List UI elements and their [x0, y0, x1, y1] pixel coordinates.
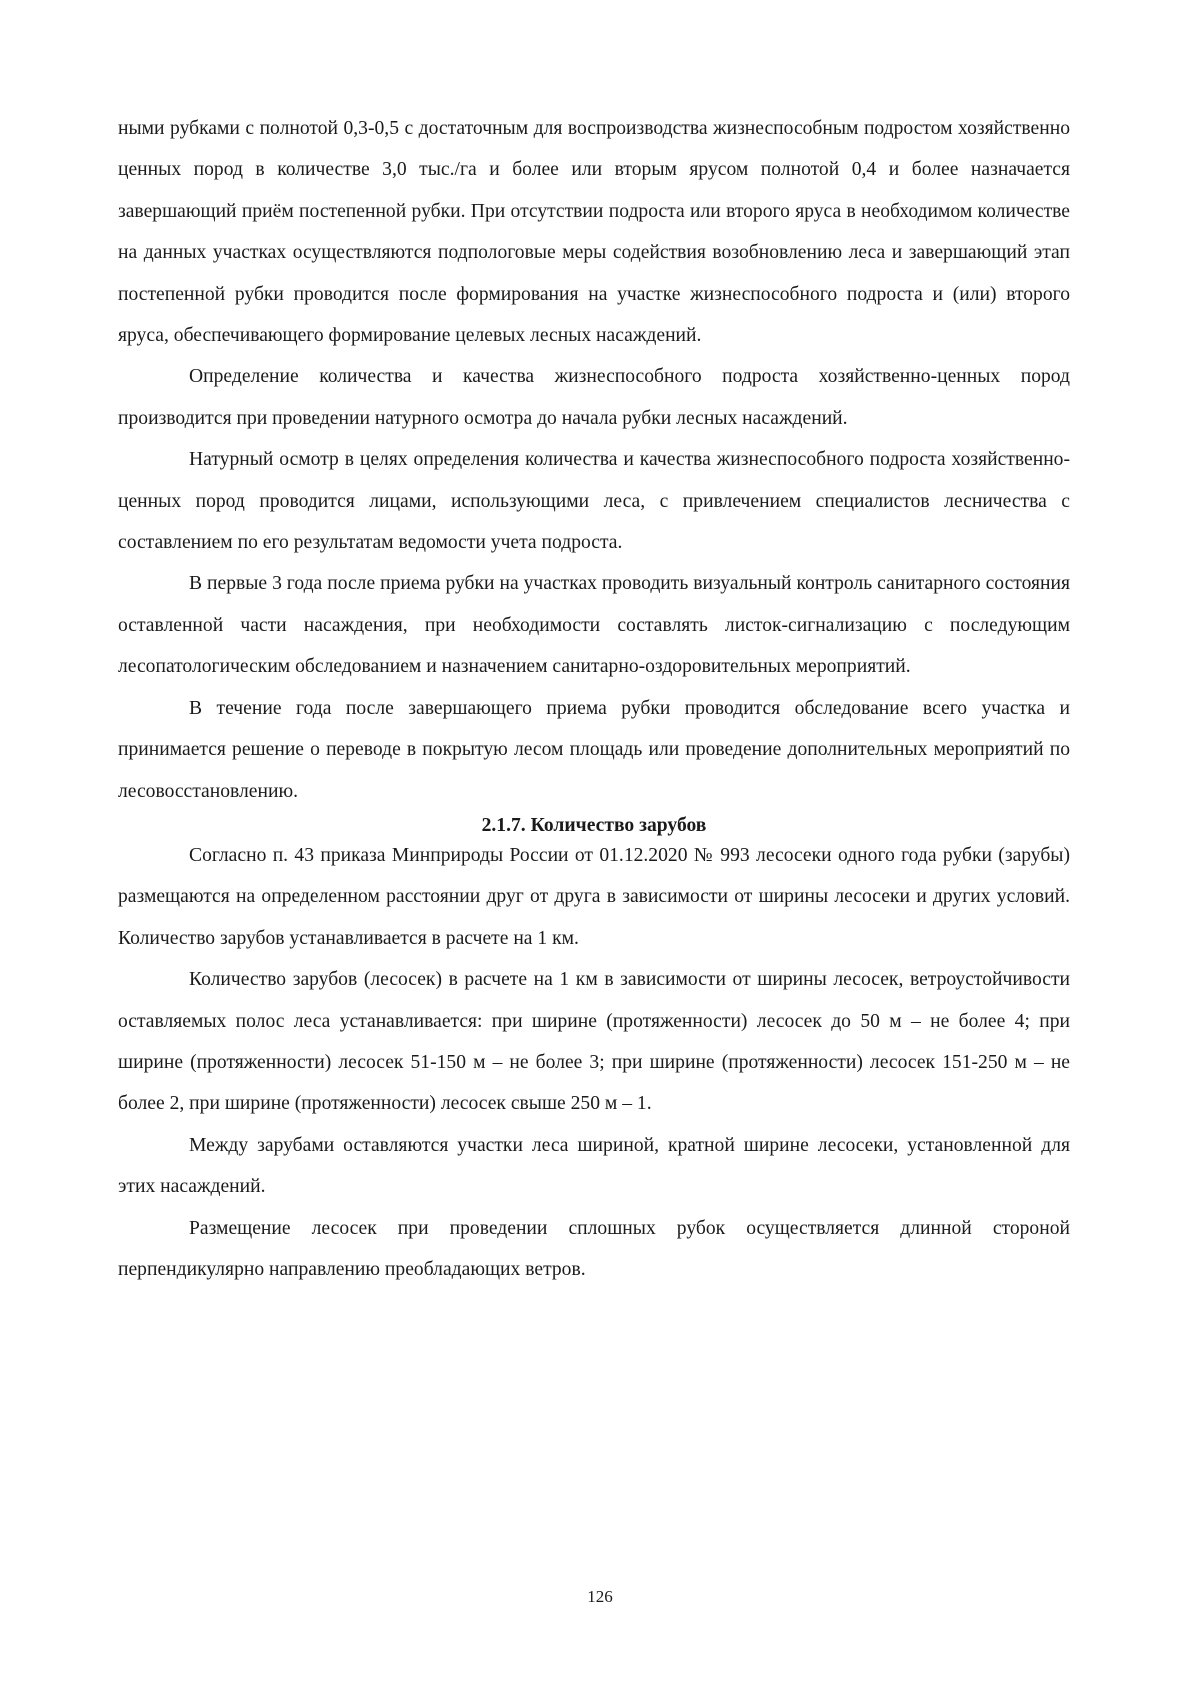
- section-heading: 2.1.7. Количество зарубов: [481, 814, 707, 836]
- paragraph: Натурный осмотр в целях определения количества и качества жизнеспособного подроста хозяйственно-ценных пород проводится лицами, использующими леса, с привлечением специалистов лесничества с составлением по его результатам ведомости учета подроста.: [118, 449, 1070, 554]
- paragraph: Между зарубами оставляются участки леса шириной, кратной ширине лесосеки, установленной для этих насаждений.: [118, 1134, 1070, 1198]
- paragraph: В первые 3 года после приема рубки на участках проводить визуальный контроль санитарного состояния оставленной части насаждения, при необходимости составлять листок-сигнализацию с последующим лесопатологическим обследованием и назначением санитарно-оздоровительных мероприятий.: [118, 573, 1070, 678]
- paragraph: Размещение лесосек при проведении сплошных рубок осуществляется длинной стороной перпендикулярно направлению преобладающих ветров.: [118, 1217, 1070, 1280]
- paragraph: В течение года после завершающего приема рубки проводится обследование всего участка и принимается решение о переводе в покрытую лесом площадь или проведение дополнительных мероприятий по лесовосстановлению.: [118, 697, 1070, 802]
- paragraph-continuation: ными рубками с полнотой 0,3-0,5 с достаточным для воспроизводства жизнеспособным подростом хозяйственно ценных пород в количестве 3,0 тыс./га и более или вторым ярусом полнотой 0,4 и более назначается завершающий приём постепенной рубки. При отсутствии подроста или второго яруса в необходимом количестве на данных участках осуществляются подпологовые меры содействия возобновлению леса и завершающий этап постепенной рубки проводится после формирования на участке жизнеспособного подроста и (или) второго яруса, обеспечивающего формирование целевых лесных насаждений.: [118, 118, 1070, 347]
- paragraph: Согласно п. 43 приказа Минприроды России от 01.12.2020 № 993 лесосеки одного года рубки (зарубы) размещаются на определенном расстоянии друг от друга в зависимости от ширины лесосеки и других условий. Количество зарубов устанавливается в расчете на 1 км.: [118, 844, 1070, 949]
- page-number: 126: [587, 1587, 613, 1606]
- paragraph: Количество зарубов (лесосек) в расчете на 1 км в зависимости от ширины лесосек, ветроустойчивости оставляемых полос леса устанавливается: при ширине (протяженности) лесосек до 50 м – не более 4; при ширине (протяженности) лесосек 51-150 м – не более 3; при ширине (протяженности) лесосек 151-250 м – не более 2, при ширине (протяженности) лесосек свыше 250 м – 1.: [118, 969, 1070, 1115]
- document-body: [118, 108, 1070, 1290]
- paragraph: Определение количества и качества жизнеспособного подроста хозяйственно-ценных пород производится при проведении натурного осмотра до начала рубки лесных насаждений.: [118, 366, 1070, 429]
